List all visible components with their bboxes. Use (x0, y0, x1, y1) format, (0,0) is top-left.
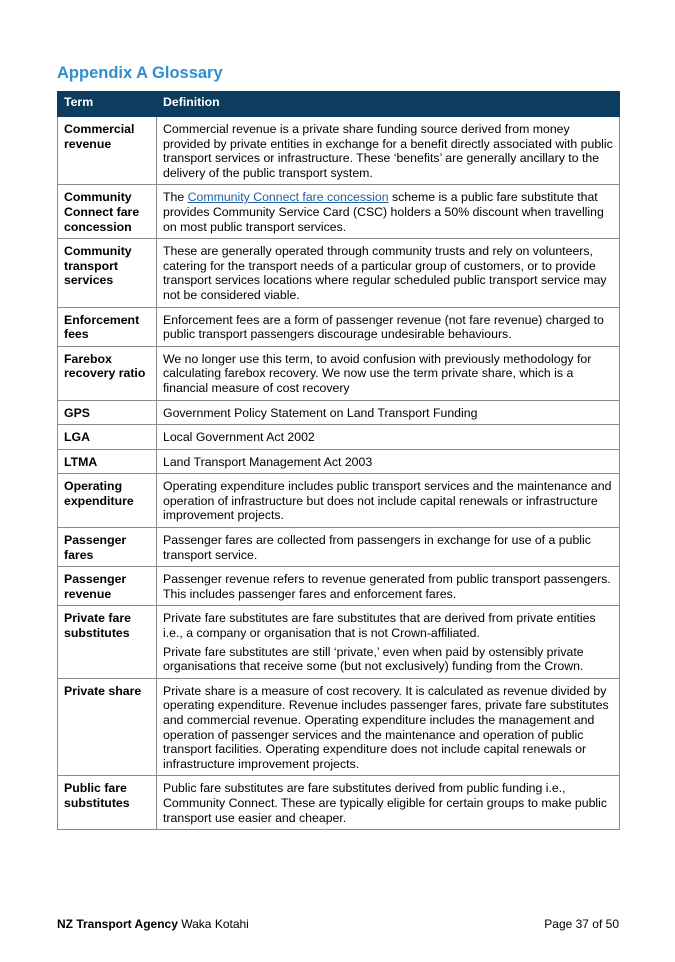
definition-cell: Local Government Act 2002 (157, 425, 620, 450)
definition-cell: Land Transport Management Act 2003 (157, 449, 620, 474)
table-row (58, 400, 620, 425)
term-cell: Community transport services (58, 239, 157, 307)
term-cell: Private fare substitutes (58, 606, 157, 678)
table-row (58, 474, 620, 528)
table-row (58, 567, 620, 606)
glossary-table (57, 91, 620, 830)
definition-cell: Commercial revenue is a private share funding source derived from money provided by private entities in exchange for a benefit directly associated with public transport services or infrastructure. These ‘benefits’ are generally ancillary to the delivery of the public transport system. (157, 117, 620, 185)
page-footer (57, 917, 619, 931)
definition-cell: Public fare substitutes are fare substitutes derived from public funding i.e., Community Connect. These are typically eligible for certain groups to make public transport use easier and cheaper. (157, 776, 620, 830)
page-title: Appendix A Glossary (57, 64, 223, 82)
definition-paragraph: Private fare substitutes are still ‘private,’ even when paid by ostensibly private organisations that receive some (but not exclusively) funding from the Crown. (163, 644, 584, 674)
table-row (58, 528, 620, 567)
definition-cell (157, 185, 620, 239)
footer-org-rest: Waka Kotahi (177, 917, 249, 931)
term-cell: Community Connect fare concession (58, 185, 157, 239)
table-header-row (58, 92, 620, 117)
page-number: Page 37 of 50 (544, 917, 619, 931)
definition-text: scheme is a public fare substitute that provides Community Service Card (CSC) holders a 50% discount when travelling on most public transport services. (163, 190, 604, 234)
term-cell: LGA (58, 425, 157, 450)
term-cell: Farebox recovery ratio (58, 346, 157, 400)
table-row (58, 449, 620, 474)
table-row (58, 678, 620, 776)
term-cell: GPS (58, 400, 157, 425)
definition-paragraph: Private fare substitutes are fare substitutes that are derived from private entities i.e., a company or organisation that is not Crown-affiliated. (163, 611, 596, 641)
term-cell: Public fare substitutes (58, 776, 157, 830)
definition-cell: Enforcement fees are a form of passenger revenue (not fare revenue) charged to public transport passengers discourage undesirable behaviours. (157, 307, 620, 346)
definition-cell: Passenger fares are collected from passengers in exchange for use of a public transport service. (157, 528, 620, 567)
table-row (58, 117, 620, 185)
community-connect-link[interactable]: Community Connect fare concession (187, 190, 389, 205)
term-cell: Commercial revenue (58, 117, 157, 185)
footer-org-bold: NZ Transport Agency (57, 917, 178, 931)
table-row (58, 606, 620, 678)
definition-cell: We no longer use this term, to avoid confusion with previously methodology for calculating farebox recovery. We now use the term private share, which is a financial measure of cost recovery (157, 346, 620, 400)
definition-cell: Operating expenditure includes public transport services and the maintenance and operation of infrastructure but does not include capital renewals or infrastructure improvement projects. (157, 474, 620, 528)
table-row (58, 185, 620, 239)
table-row (58, 307, 620, 346)
table-row (58, 776, 620, 830)
definition-cell: Private share is a measure of cost recovery. It is calculated as revenue divided by operating expenditure. Revenue includes passenger fares, private fare substitutes and commercial revenue. Operating expenditure includes the management and operation of passenger services and the maintenance and operation of public transport facilities. Operating expenditure does not include capital renewals or infrastructure improvement projects. (157, 678, 620, 776)
table-row (58, 425, 620, 450)
header-definition: Definition (157, 92, 620, 117)
term-cell: Passenger revenue (58, 567, 157, 606)
header-term: Term (58, 92, 157, 117)
term-cell: Enforcement fees (58, 307, 157, 346)
table-row (58, 239, 620, 307)
definition-cell (157, 606, 620, 678)
term-cell: Operating expenditure (58, 474, 157, 528)
footer-organisation (57, 917, 249, 931)
definition-cell: Passenger revenue refers to revenue generated from public transport passengers. This includes passenger fares and enforcement fares. (157, 567, 620, 606)
term-cell: Passenger fares (58, 528, 157, 567)
table-row (58, 346, 620, 400)
definition-cell: Government Policy Statement on Land Transport Funding (157, 400, 620, 425)
definition-cell: These are generally operated through community trusts and rely on volunteers, catering for the transport needs of a particular group of customers, or to provide transport services locations where regular scheduled public transport service may not be considered viable. (157, 239, 620, 307)
term-cell: Private share (58, 678, 157, 776)
term-cell: LTMA (58, 449, 157, 474)
definition-text: The (163, 190, 188, 205)
